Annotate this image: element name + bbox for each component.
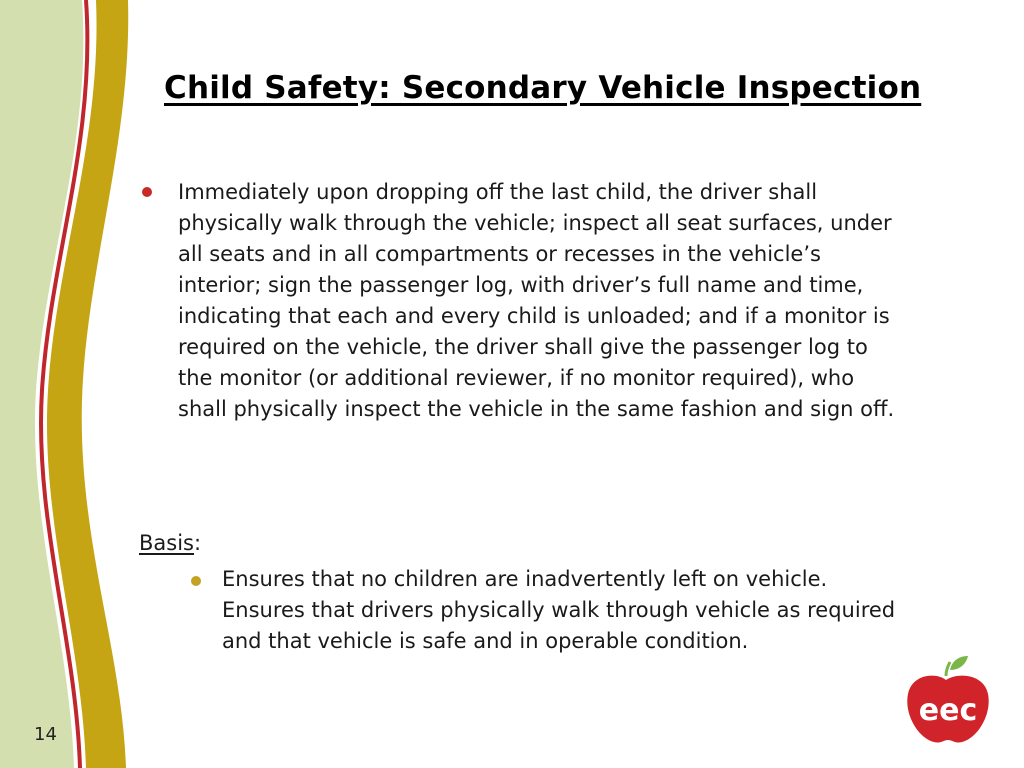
main-bullet-text: Immediately upon dropping off the last child, the driver shall physically walk through the vehicle; inspect all seat surfaces, under all seats and in all compartments or recesses in the vehicle’s interior; sign the passenger log, with driver’s full name and time, indicating that each and every child is unloaded; and if a monitor is required on the vehicle, the driver shall give the passenger log to the monitor (or additional reviewer, if no monitor required), who shall physically inspect the vehicle in the same fashion and sign off. [178,180,895,421]
logo-stem [946,662,950,676]
logo-text: eec [918,693,978,728]
sub-bullet-text: Ensures that no children are inadvertently left on vehicle. Ensures that drivers physically walk through vehicle as required and that vehicle is safe and in operable condition. [222,567,896,653]
bullet-dot-sub [191,576,201,586]
sidebar-decoration [0,0,140,768]
logo-leaf [950,656,968,670]
basis-heading [139,528,201,559]
apple-logo-icon [900,652,996,748]
basis-label: Basis [139,531,194,555]
slide-number: 14 [34,724,57,745]
slide-title: Child Safety: Secondary Vehicle Inspection [164,70,922,106]
basis-colon: : [194,531,202,555]
bullet-dot-main [142,187,152,197]
